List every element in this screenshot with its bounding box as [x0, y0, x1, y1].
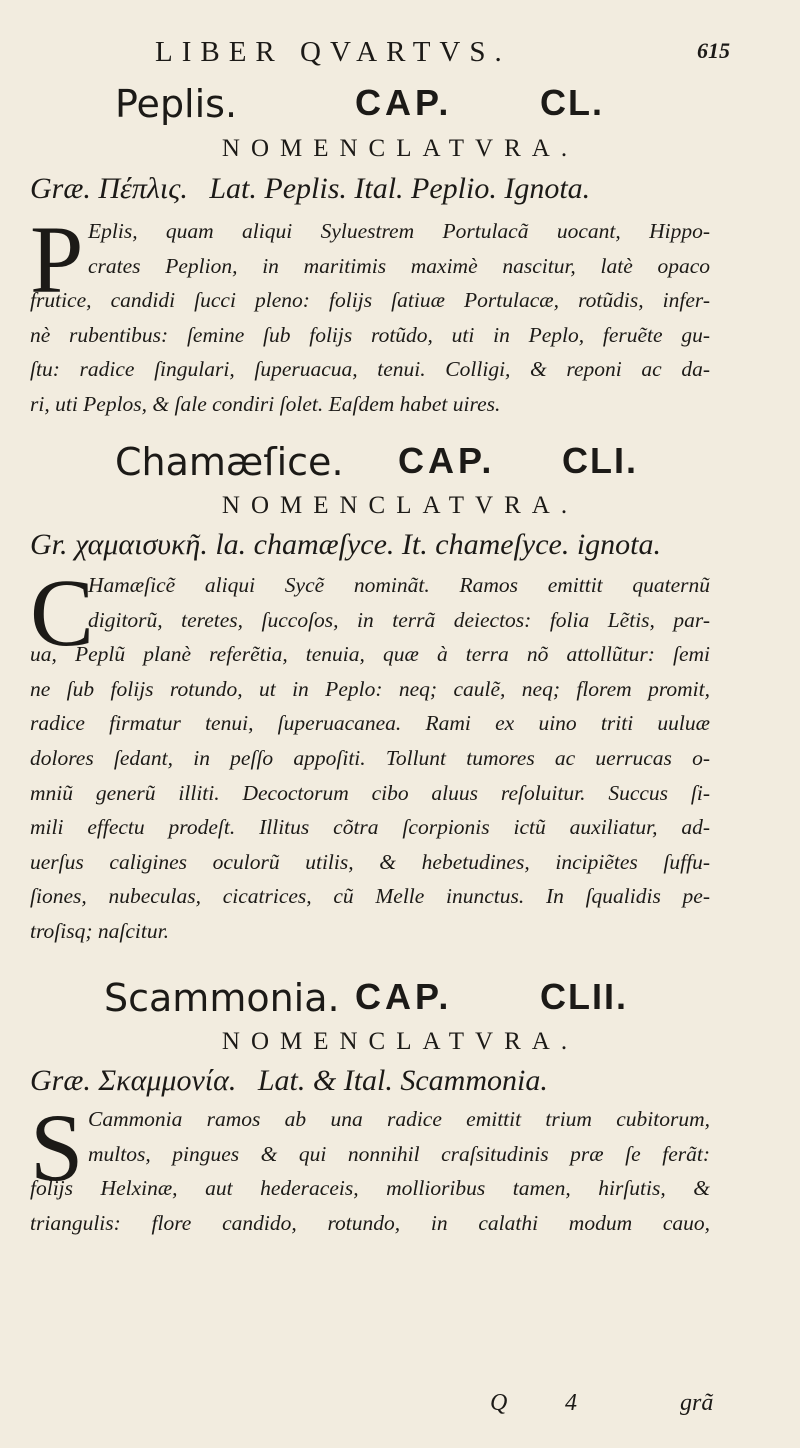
text-line: digitorũ, teretes, ſuccoſos, in terrã deiectos: folia Lẽtis, par- [88, 607, 710, 632]
signature-mark: Q [490, 1390, 508, 1416]
text-line: mili effectu prodeſt. Illitus cõtra ſcorpionis ictũ auxiliatur, ad- [30, 815, 710, 840]
text-line: folijs Helxinæ, aut hederaceis, mollioribus tamen, hirſutis, & [30, 1176, 710, 1201]
chapter-cap-label: CAP. [398, 440, 496, 481]
nomenclatura-heading: NOMENCLATVRA. [221, 135, 579, 162]
chapter-body [30, 206, 710, 422]
latin-italian-name: Lat. & Ital. Scammonia. [257, 1064, 548, 1097]
running-head [155, 36, 730, 76]
chapter-cap-label: CAP. [355, 976, 453, 1017]
text-line: crates Peplion, in maritimis maximè nascitur, latè opaco [88, 253, 710, 278]
text-line: troſisq; naſcitur. [30, 918, 169, 943]
text-line: ua, Peplũ planè referẽtia, tenuia, quæ à terra nõ attollũtur: ſemi [30, 642, 710, 667]
text-line: frutice, candidi ſucci pleno: folijs ſatiuæ Portulacæ, rotũdis, infer- [30, 288, 710, 313]
chapter-heading [0, 440, 800, 500]
chapter-heading [0, 976, 800, 1036]
text-line: multos, pingues & qui nonnihil craſsitudinis præ ſe ferãt: [88, 1141, 710, 1166]
chapter-title: Chamæſice. [115, 440, 344, 484]
nomenclature-names: Gr. χαμαισυκῆ. la. chamæſyce. It. chameſyce. ignota. [30, 528, 661, 561]
text-line: dolores ſedant, in peſſo appoſiti. Tollunt tumores ac uerrucas o- [30, 745, 710, 770]
text-line: ri, uti Peplos, & ſale condiri ſolet. Eaſdem habet uires. [30, 391, 501, 416]
page-number: 615 [697, 38, 730, 63]
text-line: triangulis: flore candido, rotundo, in calathi modum cauo, [30, 1210, 710, 1235]
text-line: radice firmatur tenui, ſuperuacanea. Rami ex uino triti uuluæ [30, 711, 710, 736]
chapter-number: CLI. [562, 440, 638, 481]
chapter-title: Scammonia. [104, 976, 340, 1020]
text-line: nè rubentibus: ſemine ſub folijs rotũdo, uti in Peplo, feruẽte gu- [30, 322, 710, 347]
chapter-body [30, 568, 710, 949]
nomenclature-line [30, 528, 760, 562]
chapter-number: CLII. [540, 976, 628, 1017]
nomenclature-line [30, 1064, 760, 1098]
text-line: Hamæſicẽ aliqui Sycẽ nominãt. Ramos emittit quaternũ [88, 573, 710, 597]
catchword: grã [680, 1390, 714, 1416]
text-line: ſiones, nubeculas, cicatrices, cũ Melle inunctus. In ſqualidis pe- [30, 884, 710, 909]
greek-name: Græ. Σκαμμονία. [30, 1064, 237, 1097]
chapter-heading [0, 82, 800, 142]
running-title: LIBER QVARTVS. [155, 36, 511, 68]
chapter-cap-label: CAP. [355, 82, 453, 123]
signature-number: 4 [565, 1390, 577, 1416]
text-line: uerſus caligines oculorũ utilis, & hebetudines, incipiẽtes ſuffu- [30, 849, 710, 874]
text-line: ne ſub folijs rotundo, ut in Peplo: neq; caulẽ, neq; florem promit, [30, 676, 710, 701]
nomenclatura-heading: NOMENCLATVRA. [221, 492, 579, 519]
text-line: Eplis, quam aliqui Syluestrem Portulacã uocant, Hippo- [88, 219, 710, 243]
text-line: mniũ generũ illiti. Decoctorum cibo aluus reſoluitur. Succus ſi- [30, 780, 710, 805]
chapter-body [30, 1094, 710, 1240]
nomenclatura-heading: NOMENCLATVRA. [221, 1028, 579, 1055]
catchwords [490, 1390, 720, 1430]
latin-italian-name: Lat. Peplis. Ital. Peplio. Ignota. [209, 172, 591, 205]
drop-cap: C [30, 559, 95, 666]
drop-cap: S [30, 1094, 84, 1201]
drop-cap: P [30, 206, 84, 313]
text-line: Cammonia ramos ab una radice emittit trium cubitorum, [88, 1107, 710, 1131]
nomenclature-line [30, 172, 760, 206]
greek-name: Græ. Πέπλις. [30, 172, 188, 205]
chapter-title: Peplis. [115, 82, 238, 126]
text-line: ſtu: radice ſingulari, ſuperuacua, tenui. Colligi, & reponi ac da- [30, 357, 710, 382]
chapter-number: CL. [540, 82, 604, 123]
